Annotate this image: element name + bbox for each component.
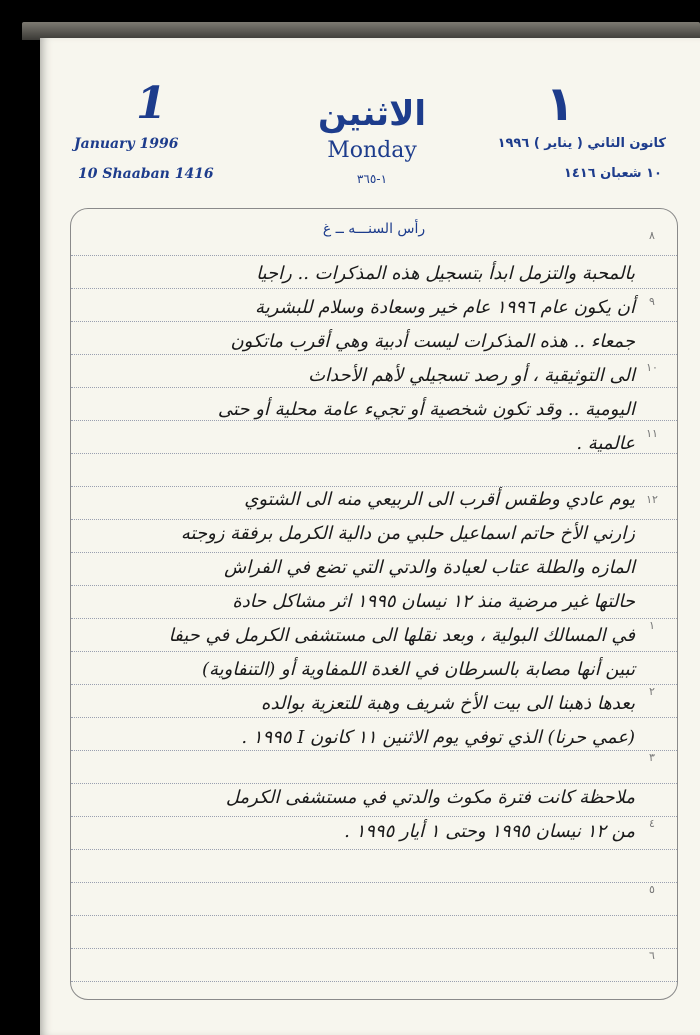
weekday-en: Monday <box>327 138 417 163</box>
handwritten-line: (عمي حرنا) الذي توفي يوم الاثنين ١١ كانون I ١٩٩٥ . <box>241 727 635 748</box>
ruled-line <box>71 882 677 883</box>
handwritten-line: الى التوثيقية ، أو رصد تسجيلي لأهم الأحداث <box>308 365 635 386</box>
handwritten-line: أن يكون عام ١٩٩٦ عام خير وسعادة وسلام للبشرية <box>255 297 635 318</box>
day-count: ١-٣٦٥ <box>356 172 388 186</box>
weekday-ar: الاثنين <box>317 94 427 134</box>
gregorian-date-en: January 1996 <box>74 136 179 152</box>
gregorian-date-ar: كانون الثاني ( يناير ) ١٩٩٦ <box>497 136 666 151</box>
handwritten-line: بالمحبة والتزمل ابدأ بتسجيل هذه المذكرات .. راجيا <box>256 263 635 284</box>
ruled-line <box>71 981 677 982</box>
hijri-date-ar: ١٠ شعبان ١٤١٦ <box>563 166 662 181</box>
hour-label: ٨ <box>649 229 655 242</box>
handwritten-line: تبين أنها مصابة بالسرطان في الغدة اللمفاوية أو (التنفاوية) <box>201 659 635 680</box>
hour-label: ١ <box>649 619 655 632</box>
ruled-line <box>71 618 677 619</box>
page-header <box>40 38 700 208</box>
hour-label: ٩ <box>649 295 655 308</box>
hour-label: ١٢ <box>646 493 658 506</box>
handwritten-line: يوم عادي وطقس أقرب الى الربيعي منه الى الشتوي <box>244 489 635 510</box>
hijri-date-en: 10 Shaaban 1416 <box>78 166 214 182</box>
handwritten-line: المازه والطلة عتاب لعيادة والدتي التي تضع في الفراش <box>224 557 635 578</box>
entry-topic: رأس السنـــه ــ غ <box>322 221 426 237</box>
day-number-en: 1 <box>136 78 167 129</box>
day-number-ar: ١ <box>545 76 575 132</box>
hour-label: ٢ <box>649 685 655 698</box>
ruled-line <box>71 849 677 850</box>
handwritten-line: اليومية .. وقد تكون شخصية أو تجيء عامة محلية أو حتى <box>217 399 635 420</box>
ruled-line <box>71 255 677 256</box>
ruled-line <box>71 915 677 916</box>
handwritten-line: ملاحظة كانت فترة مكوث والدتي في مستشفى الكرمل <box>225 787 635 808</box>
ruled-line <box>71 651 677 652</box>
handwritten-line: عالمية . <box>576 433 635 454</box>
ruled-line <box>71 585 677 586</box>
hour-label: ٥ <box>649 883 655 896</box>
entry-frame <box>70 208 678 1000</box>
handwritten-line: من ١٢ نيسان ١٩٩٥ وحتى ١ أيار ١٩٩٥ . <box>344 821 635 842</box>
hour-label: ٦ <box>649 949 655 962</box>
handwritten-line: في المسالك البولية ، وبعد نقلها الى مستشفى الكرمل في حيفا <box>168 625 635 646</box>
handwritten-line: بعدها ذهبنا الى بيت الأخ شريف وهبة للتعزية بوالده <box>261 693 635 714</box>
hour-label: ١١ <box>646 427 658 440</box>
handwritten-line: زارني الأخ حاتم اسماعيل حلبي من دالية الكرمل برفقة زوجته <box>180 523 635 544</box>
diary-page <box>40 38 700 1035</box>
hour-label: ١٠ <box>646 361 658 374</box>
hour-label: ٤ <box>649 817 655 830</box>
ruled-line <box>71 948 677 949</box>
handwritten-line: حالتها غير مرضية منذ ١٢ نيسان ١٩٩٥ اثر مشاكل حادة <box>232 591 635 612</box>
handwritten-line: جمعاء .. هذه المذكرات ليست أدبية وهي أقرب ماتكون <box>230 331 635 352</box>
hour-label: ٣ <box>649 751 655 764</box>
